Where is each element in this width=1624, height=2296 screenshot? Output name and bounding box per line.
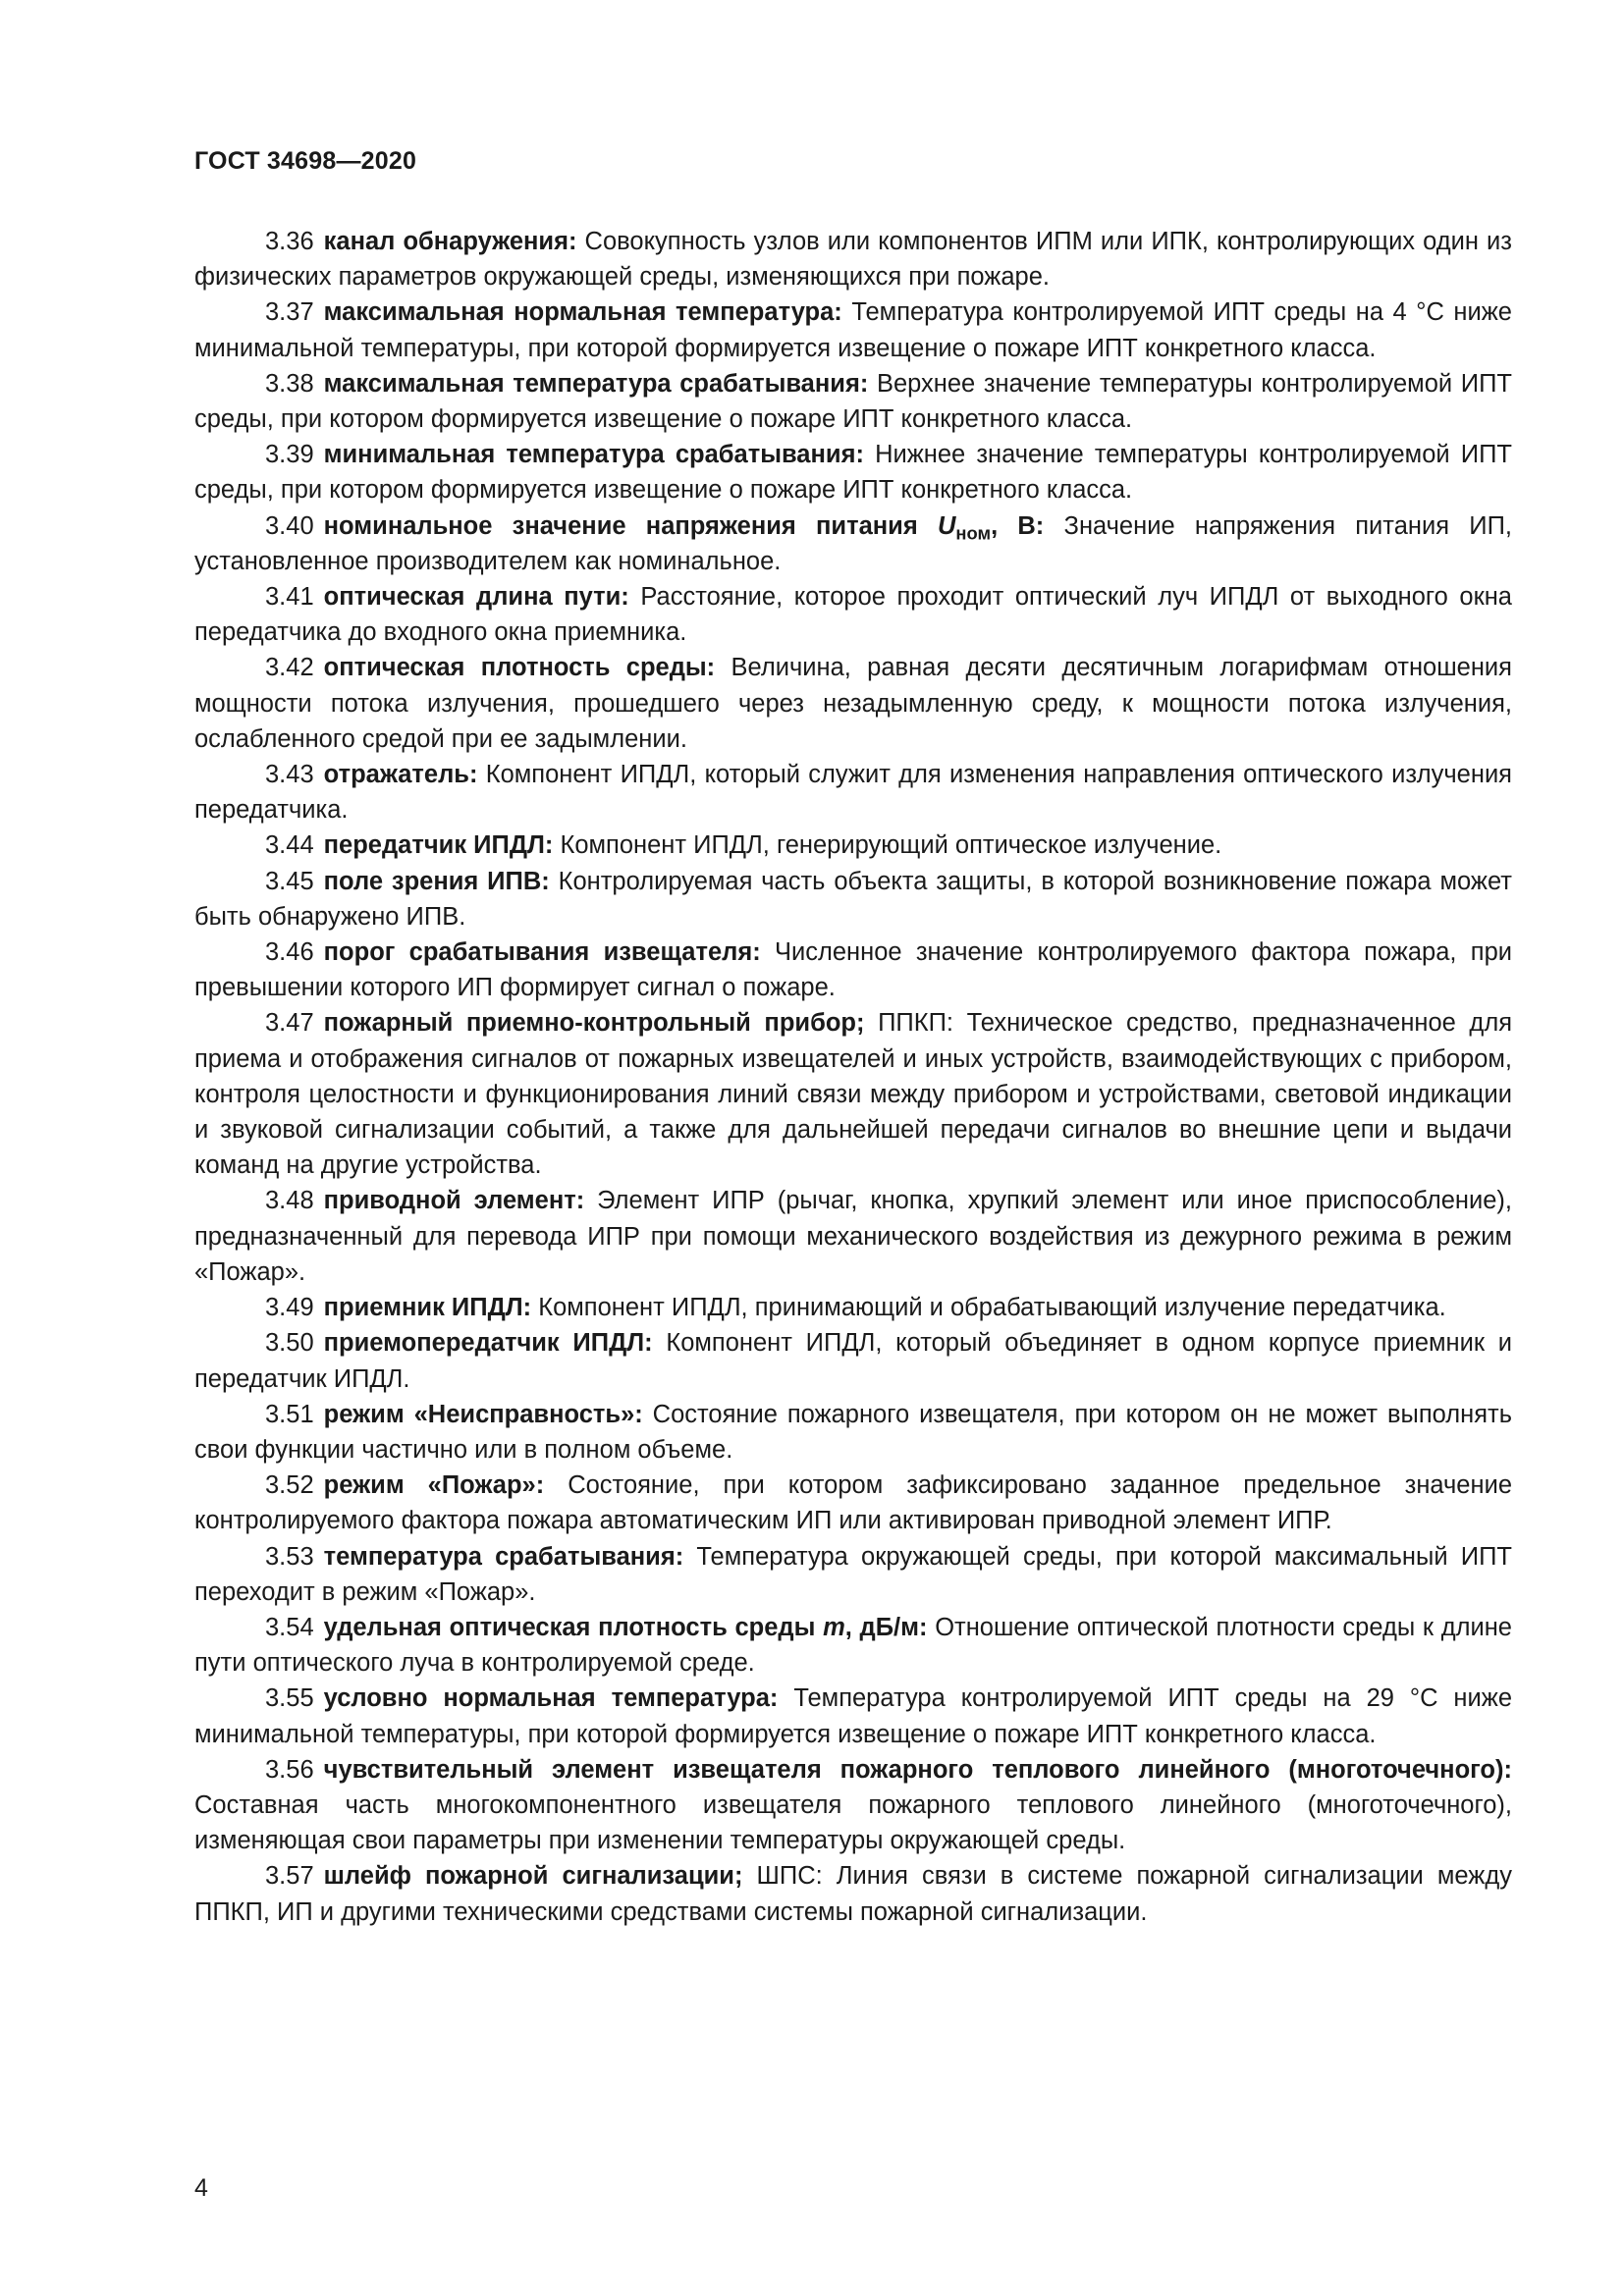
term-name-tail: , В: (991, 511, 1045, 540)
term-definition: Элемент ИПР (рычаг, кнопка, хрупкий элемент или иное приспособление), предназначенный для перевода ИПР при помощи механического воздействия из дежурного режима в режим «Пожар». (194, 1187, 1513, 1286)
term-entry-3-36 (194, 224, 1512, 294)
term-definition: Величина, равная десяти десятичным логарифмам отношения мощности потока излучения, прошедшего через незадымленную среду, к мощности потока излучения, ослабленного средой при ее задымлении. (194, 654, 1512, 753)
term-entry-3-52 (194, 1468, 1512, 1538)
term-symbol: m (823, 1613, 845, 1641)
term-number: 3.41 (265, 583, 314, 612)
term-definition: Компонент ИПДЛ, принимающий и обрабатывающий излучение передатчика. (531, 1294, 1446, 1322)
term-number: 3.44 (265, 831, 314, 860)
page-number: 4 (194, 2174, 208, 2202)
term-definition: Состояние пожарного извещателя, при котором он не может выполнять свои функции частично или в полном объеме. (194, 1400, 1512, 1464)
term-number: 3.39 (265, 441, 314, 469)
term-definition: ШПС: Линия связи в системе пожарной сигнализации между ППКП, ИП и другими техническими средствами системы пожарной сигнализации. (194, 1862, 1512, 1926)
term-definition: Контролируемая часть объекта защиты, в которой возникновение пожара может быть обнаружено ИПВ. (194, 867, 1512, 931)
term-number: 3.42 (265, 654, 314, 682)
term-definition: Компонент ИПДЛ, который служит для изменения направления оптического излучения передатчика. (194, 761, 1512, 825)
term-definition: Температура контролируемой ИПТ среды на 29 °С ниже минимальной температуры, при которой формируется извещение о пожаре ИПТ конкретного класса. (194, 1684, 1512, 1748)
term-name: поле зрения ИПВ: (323, 867, 550, 895)
term-number: 3.46 (265, 938, 314, 967)
term-number: 3.50 (265, 1329, 314, 1358)
term-name: минимальная температура срабатывания: (323, 441, 864, 469)
term-entry-3-53 (194, 1539, 1512, 1610)
term-entry-3-39 (194, 437, 1512, 507)
term-number: 3.45 (265, 867, 314, 895)
term-entry-3-54 (194, 1610, 1512, 1681)
term-entry-3-43 (194, 757, 1512, 828)
term-number: 3.57 (265, 1862, 314, 1891)
term-number: 3.56 (265, 1755, 314, 1784)
term-number: 3.51 (265, 1400, 314, 1428)
term-name: порог срабатывания извещателя: (323, 938, 761, 967)
term-name-text: номинальное значение напряжения питания (323, 511, 938, 540)
term-definition: Отношение оптической плотности среды к длине пути оптического луча в контролируемой среде. (194, 1613, 1512, 1678)
term-name: передатчик ИПДЛ: (323, 831, 554, 860)
term-name: пожарный приемно-контрольный прибор; (323, 1009, 865, 1038)
term-number: 3.52 (265, 1471, 314, 1500)
term-entry-3-44 (194, 828, 1512, 863)
term-name: шлейф пожарной сигнализации; (323, 1862, 743, 1891)
term-definition: Значение напряжения питания ИП, установленное производителем как номинальное. (194, 511, 1512, 575)
term-number: 3.47 (265, 1009, 314, 1038)
term-definition: ППКП: Техническое средство, предназначенное для приема и отображения сигналов от пожарных извещателей и иных устройств, взаимодействующих с прибором, контроля целостности и функционирования линий связи между прибором и устройствами, световой индикации и звуковой сигнализации событий, а также для дальнейшей передачи сигналов во внешние цепи и выдачи команд на другие устройства. (194, 1009, 1513, 1180)
term-definition: Компонент ИПДЛ, генерирующий оптическое излучение. (553, 831, 1222, 860)
term-number: 3.38 (265, 369, 314, 398)
term-name-tail: , дБ/м: (844, 1613, 928, 1641)
term-entry-3-51 (194, 1397, 1512, 1468)
term-entry-3-40 (194, 508, 1512, 579)
term-name: максимальная температура срабатывания: (323, 369, 869, 398)
term-definition: Составная часть многокомпонентного извещателя пожарного теплового линейного (многоточечного), изменяющая свои параметры при изменении температуры окружающей среды. (194, 1790, 1512, 1855)
term-definition: Нижнее значение температуры контролируемой ИПТ среды, при котором формируется извещение о пожаре ИПТ конкретного класса. (194, 441, 1512, 505)
term-name: условно нормальная температура: (323, 1684, 779, 1713)
term-number: 3.49 (265, 1294, 314, 1322)
term-entry-3-45 (194, 864, 1512, 934)
term-definition: Компонент ИПДЛ, который объединяет в одном корпусе приемник и передатчик ИПДЛ. (194, 1329, 1512, 1393)
term-definition: Численное значение контролируемого фактора пожара, при превышении которого ИП формирует сигнал о пожаре. (194, 938, 1512, 1002)
term-name: оптическая длина пути: (323, 583, 629, 612)
term-name-text: удельная оптическая плотность среды (323, 1613, 824, 1641)
term-name: чувствительный элемент извещателя пожарного теплового линейного (многоточечного): (323, 1755, 1512, 1784)
term-number: 3.40 (265, 511, 314, 540)
term-entry-3-37 (194, 294, 1512, 365)
term-entry-3-57 (194, 1858, 1512, 1929)
term-name: приводной элемент: (323, 1187, 585, 1215)
document-header: ГОСТ 34698—2020 (194, 147, 417, 175)
term-name: режим «Пожар»: (323, 1471, 545, 1500)
term-definition: Температура окружающей среды, при которой максимальный ИПТ переходит в режим «Пожар». (194, 1542, 1512, 1606)
terms-list (194, 224, 1512, 1930)
term-number: 3.54 (265, 1613, 314, 1641)
term-definition: Состояние, при котором зафиксировано заданное предельное значение контролируемого фактора пожара автоматическим ИП или активирован приводной элемент ИПР. (194, 1471, 1513, 1535)
term-name: приемник ИПДЛ: (323, 1294, 532, 1322)
term-name: максимальная нормальная температура: (323, 298, 842, 327)
term-number: 3.36 (265, 228, 314, 255)
term-entry-3-49 (194, 1290, 1512, 1325)
term-name (324, 1614, 928, 1641)
term-number: 3.48 (265, 1187, 314, 1215)
term-entry-3-41 (194, 579, 1512, 650)
term-name (323, 511, 1045, 544)
term-definition: Верхнее значение температуры контролируемой ИПТ среды, при котором формируется извещение о пожаре ИПТ конкретного класса. (194, 369, 1512, 434)
term-entry-3-47 (194, 1005, 1512, 1183)
term-name: оптическая плотность среды: (323, 654, 716, 682)
term-entry-3-55 (194, 1681, 1512, 1751)
term-entry-3-50 (194, 1325, 1512, 1396)
term-name: температура срабатывания: (323, 1542, 684, 1571)
term-name: отражатель: (323, 761, 478, 789)
term-number: 3.43 (265, 761, 314, 789)
term-number: 3.37 (265, 298, 314, 327)
term-name: канал обнаружения: (323, 228, 577, 255)
term-entry-3-38 (194, 366, 1512, 437)
term-name: режим «Неисправность»: (323, 1400, 643, 1428)
term-entry-3-56 (194, 1752, 1512, 1859)
term-number: 3.55 (265, 1684, 314, 1713)
term-name: приемопередатчик ИПДЛ: (323, 1329, 653, 1358)
term-symbol: U (937, 511, 956, 540)
term-entry-3-48 (194, 1183, 1512, 1290)
term-number: 3.53 (265, 1542, 314, 1571)
term-definition: Расстояние, которое проходит оптический луч ИПДЛ от выходного окна передатчика до входного окна приемника. (194, 583, 1512, 647)
term-symbol-subscript: ном (955, 522, 992, 544)
term-entry-3-46 (194, 934, 1512, 1005)
term-definition: Температура контролируемой ИПТ среды на 4 °С ниже минимальной температуры, при которой формируется извещение о пожаре ИПТ конкретного класса. (194, 298, 1512, 362)
term-definition: Совокупность узлов или компонентов ИПМ или ИПК, контролирующих один из физических параметров окружающей среды, изменяющихся при пожаре. (194, 228, 1512, 292)
term-entry-3-42 (194, 650, 1512, 757)
